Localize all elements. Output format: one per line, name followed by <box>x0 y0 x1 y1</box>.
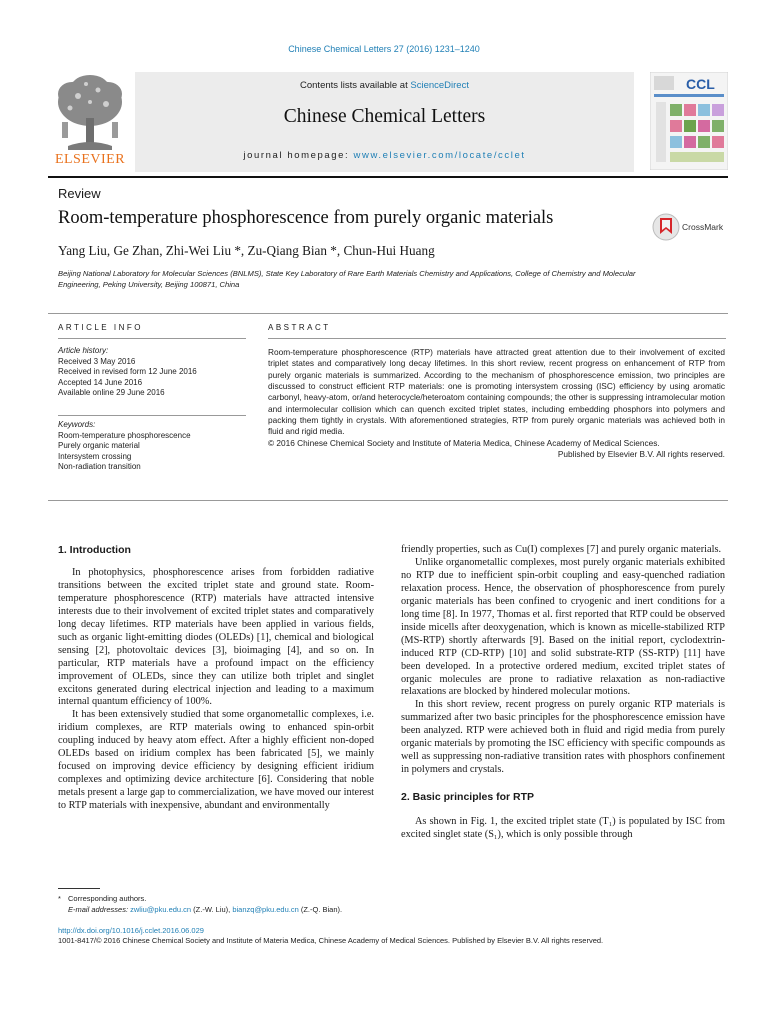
article-history <box>58 346 248 399</box>
contents-prefix: Contents lists available at <box>300 80 411 91</box>
footnote-text: Corresponding authors. <box>68 894 147 903</box>
article-title: Room-temperature phosphorescence from purely organic materials <box>58 208 554 228</box>
keyword-item: Room-temperature phosphorescence <box>58 430 191 440</box>
doi-link[interactable]: http://dx.doi.org/10.1016/j.cclet.2016.06.029 <box>58 926 204 935</box>
email-link[interactable]: zwliu@pku.edu.cn <box>130 904 192 914</box>
info-rule-left <box>58 338 246 339</box>
crossmark-badge[interactable] <box>652 212 732 242</box>
body-paragraph: In photophysics, phosphorescence arises from forbidden radiative transitions between the excited triplet state and ground state. Room-temperature phosphorescence (RTP) materials have attracted intensive interests due to their involvement of excited triplet states and comparatively long decay lifetimes. RTP materials have been applied in various fields, such as organic light-emitting diodes (OLEDs) [1], chemical and biological sensing [2], photovoltaic devices [3], bioimaging [4], and so on. In particular, RTP materials have a profound impact on the efficiency improvement of OLEDs, since they can utilize both triplet and singlet excitons generated during electrical injection and leading to a maximum internal quantum efficiency of 100%. <box>58 566 374 708</box>
info-rule-right <box>268 338 726 339</box>
abstract-heading: ABSTRACT <box>268 323 331 332</box>
body-paragraph: Unlike organometallic complexes, most purely organic materials exhibited no RTP due to inefficient spin-orbit coupling and easy-quenched radiation relaxation process. Hence, the observation of phosphorescence from purely organic materials has been confined to cryogenic and inert conditions for a long time [8]. In 1977, Thomas et al. first reported that RTP could be observed inside micells after deoxygenation, which is known as micelle-stabilized RTP (MS-RTP) shortly afterwards [9]. Based on the initial report, cyclodextrin-induced RTP (CD-RTP) [10] and solid substrate-RTP (SS-RTP) [11] have been developed. In a protective ordered medium, excited triplet states of organic molecules are prone to radiative relaxation as non-radiactive relaxations are blocked by hindered molecular motions. <box>401 556 725 698</box>
journal-cover[interactable] <box>650 72 728 170</box>
email-link[interactable]: bianzq@pku.edu.cn <box>232 904 299 914</box>
abstract-text: Room-temperature phosphorescence (RTP) materials have attracted great attention due to their involvement of excited triplet states and comparatively long decay lifetimes. In this short review, recent progress on enhancement of RTP from purely organic materials is summarized. According to the mechanism of phosphorescence emission, two principles are discussed to construct efficient RTP materials: one is promoting intersystem crossing (ISC) efficiency by using aromatic carbonyl, heavy-atom, or/and heterocycle/heteroatom containing compounds; the other is suppressing intramolecular motion and intermolecular collision which can quench excited triplet states, including embedding phosphors into polymers and packing them tightly in crystals. With aforementioned strategies, RTP from purely organic materials was achieved both in fluid and rigid media. <box>268 347 725 437</box>
history-online: Available online 29 June 2016 <box>58 388 165 397</box>
body-paragraph: friendly properties, such as Cu(I) complexes [7] and purely organic materials. <box>401 544 722 555</box>
keyword-item: Intersystem crossing <box>58 451 132 461</box>
article-type: Review <box>58 186 101 201</box>
abstract-copyright: © 2016 Chinese Chemical Society and Institute of Materia Medica, Chinese Academy of Medical Sciences. <box>268 437 660 448</box>
keywords-label: Keywords: <box>58 420 96 429</box>
abstract-rule-bottom <box>48 500 728 501</box>
journal-title: Chinese Chemical Letters <box>283 106 486 127</box>
keyword-item: Non-radiation transition <box>58 462 141 471</box>
body-column-left <box>58 544 374 813</box>
section-heading: 1. Introduction <box>58 544 131 556</box>
keyword-item: Purely organic material <box>58 441 140 450</box>
elsevier-logo[interactable] <box>48 72 132 167</box>
keywords-block <box>58 420 248 473</box>
keywords-rule <box>58 415 246 416</box>
journal-homepage <box>135 150 634 161</box>
cover-ccl-label: CCL <box>686 76 715 92</box>
author-list: Yang Liu, Ge Zhan, Zhi-Wei Liu *, Zu-Qiang Bian *, Chun-Hui Huang <box>58 243 435 258</box>
body-column-right <box>401 544 725 842</box>
body-paragraph: It has been extensively studied that some organometallic complexes, i.e. iridium complexes, are RTP materials owing to enhanced spin-orbit coupling induced by heavy atom effect. After a highly efficient non-doped OLEDs based on iridium complex has been fabricated [5], we mainly focused on improving device efficiency by designing efficient iridium complexes and optimizing device architecture [6]. Considering that noble metals present a large gap to commercialization, we have moved our interest to RTP materials with inexpensive, abundant and environmentally <box>58 709 374 812</box>
history-accepted: Accepted 14 June 2016 <box>58 377 143 387</box>
crossmark-label: CrossMark <box>682 222 724 232</box>
footnote <box>58 894 388 915</box>
footnote-star: * <box>58 894 61 903</box>
crossmark-icon <box>652 212 680 242</box>
rights-statement: 1001-8417/© 2016 Chinese Chemical Society and Institute of Materia Medica, Chinese Academy of Medical Sciences. Published by Elsevier B.V. All rights reserved. <box>58 936 604 945</box>
email-owner: (Z.-Q. Bian). <box>298 904 343 914</box>
journal-reference[interactable]: Chinese Chemical Letters 27 (2016) 1231–1240 <box>288 44 480 54</box>
sciencedirect-link[interactable]: ScienceDirect <box>410 80 469 91</box>
elsevier-wordmark: ELSEVIER <box>54 152 126 167</box>
history-received: Received 3 May 2016 <box>58 356 136 366</box>
masthead <box>135 72 634 172</box>
body-paragraph: As shown in Fig. 1, the excited triplet state (T₁) is populated by ISC from excited singlet state (S₁), which is only possible through <box>401 816 725 841</box>
history-label: Article history: <box>58 346 109 355</box>
body-paragraph: In this short review, recent progress on purely organic RTP materials is summarized after two basic principles for the phosphorescence emission have been analyzed. RTP were achieved both in fluid and rigid media from purely organic materials by promoting the ISC efficiency with specific compounds as well as suppressing non-radiative transition rates with phosphors confinement in polymers and crystals. <box>401 699 725 776</box>
abstract-publisher: Published by Elsevier B.V. All rights reserved. <box>557 449 725 460</box>
header-rule <box>48 176 728 178</box>
history-revised: Received in revised form 12 June 2016 <box>58 367 197 376</box>
footnote-emails <box>58 905 388 916</box>
article-info-heading: ARTICLE INFO <box>58 323 143 332</box>
footnote-rule <box>58 888 100 889</box>
contents-available <box>135 80 634 91</box>
email-owner: (Z.-W. Liu), <box>191 904 233 914</box>
affiliation: Beijing National Laboratory for Molecular Sciences (BNLMS), State Key Laboratory of Rare Earth Materials Chemistry and Applications, College of Chemistry and Molecular Engineering, Peking University, Beijing 100871, China <box>58 269 636 289</box>
abstract-body <box>268 347 725 460</box>
homepage-prefix: journal homepage: <box>243 150 354 161</box>
section-heading: 2. Basic principles for RTP <box>401 791 535 804</box>
homepage-link[interactable]: www.elsevier.com/locate/cclet <box>353 150 526 161</box>
page-bottom <box>58 926 738 946</box>
footnote-corresponding <box>58 894 388 905</box>
elsevier-tree-icon <box>48 72 132 152</box>
info-rule-top <box>48 313 728 314</box>
email-label: E-mail addresses: <box>68 904 131 914</box>
